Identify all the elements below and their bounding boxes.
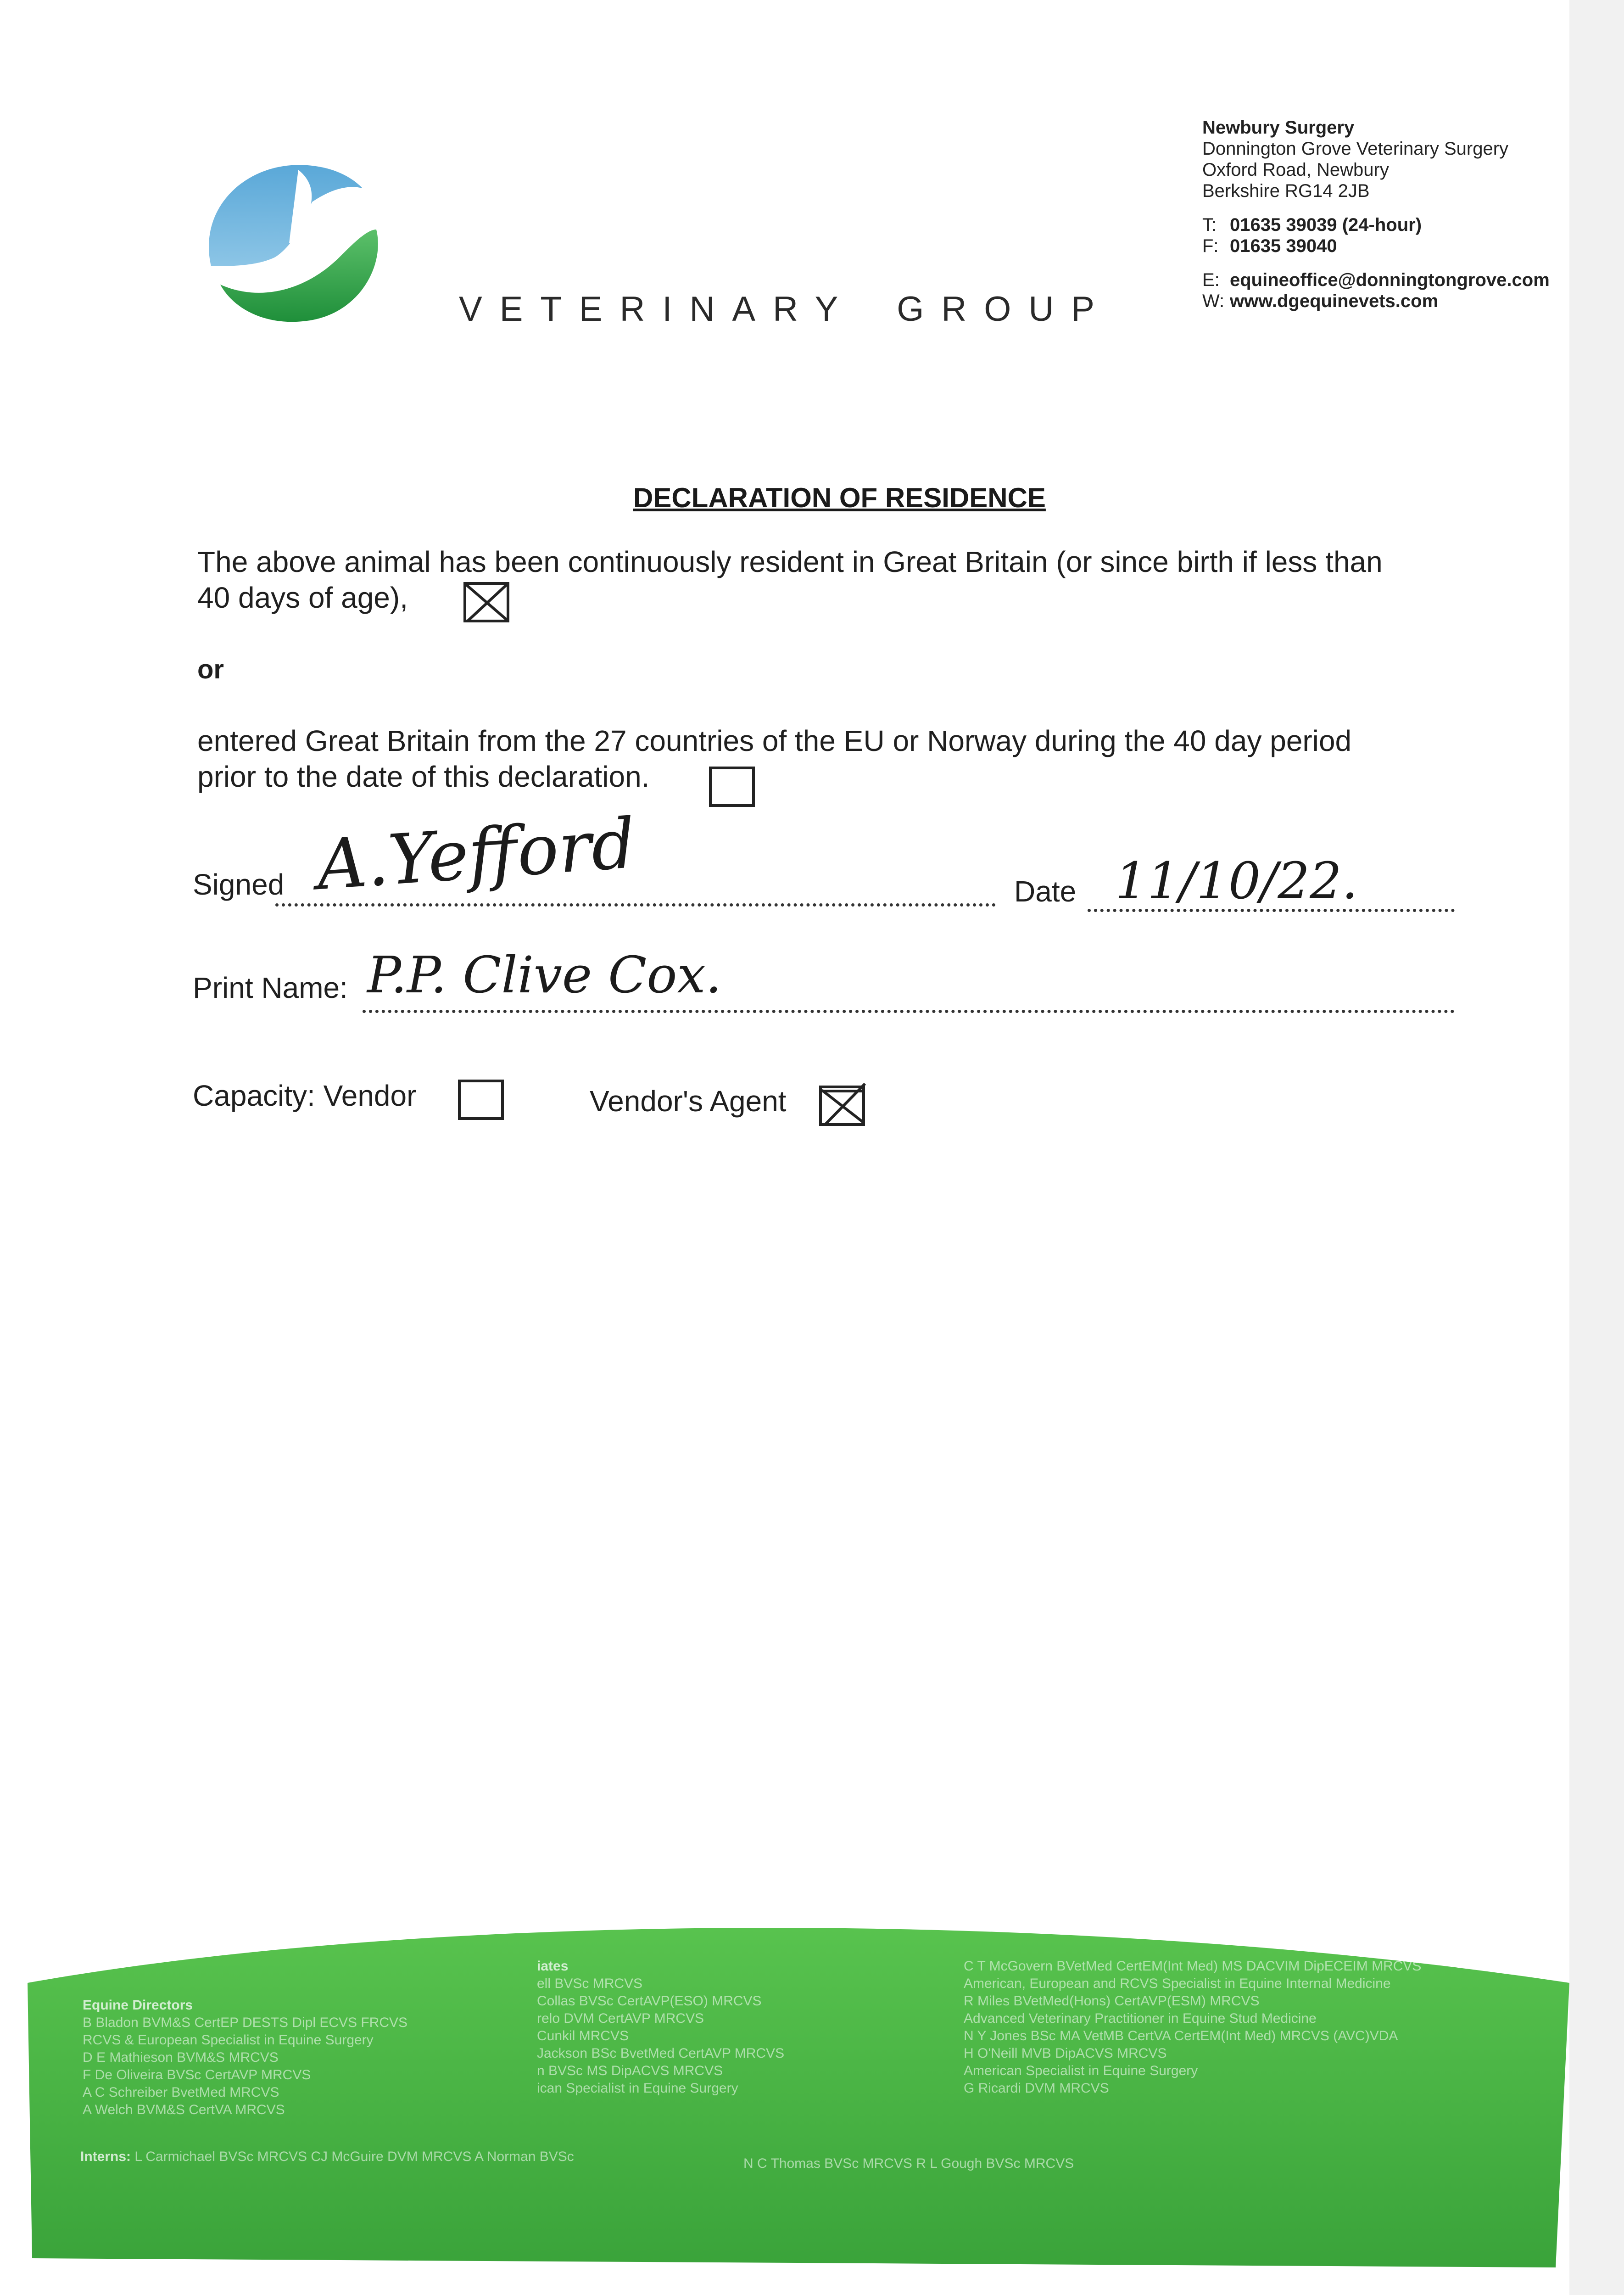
- telephone-row: [1202, 214, 1550, 235]
- fax-number: 01635 39040: [1230, 236, 1337, 256]
- interns-list-2: N C Thomas BVSc MRCVS R L Gough BVSc MRCVS: [743, 2156, 1074, 2171]
- associates-title: iates: [537, 1959, 569, 1974]
- associate-6: n BVSc MS DipACVS MRCVS: [537, 2063, 723, 2078]
- director-4: F De Oliveira BVSc CertAVP MRCVS: [83, 2067, 311, 2082]
- fax-row: [1202, 235, 1550, 257]
- director-6: A Welch BVM&S CertVA MRCVS: [83, 2102, 285, 2117]
- residence-statement-line-1: The above animal has been continuously resident in Great Britain (or since birth if less than: [197, 545, 1383, 578]
- veterinary-group-logo: [193, 151, 395, 335]
- director-2: RCVS & European Specialist in Equine Surgery: [83, 2032, 374, 2048]
- specialist-4: Advanced Veterinary Practitioner in Equine Stud Medicine: [964, 2011, 1317, 2026]
- email-row: [1202, 269, 1550, 291]
- specialist-8: G Ricardi DVM MRCVS: [964, 2081, 1109, 2096]
- print-name-line: [363, 1010, 1455, 1013]
- address-line-2: Oxford Road, Newbury: [1202, 160, 1389, 180]
- signature: A.Yefford: [314, 803, 638, 906]
- signature-line: [275, 903, 996, 907]
- associate-3: relo DVM CertAVP MRCVS: [537, 2011, 704, 2026]
- capacity-vendor-label: Capacity: Vendor: [193, 1079, 417, 1112]
- specialist-6: H O'Neill MVB DipACVS MRCVS: [964, 2046, 1167, 2061]
- telephone-number: 01635 39039 (24-hour): [1230, 215, 1422, 235]
- date-value: 11/10/22.: [1115, 851, 1358, 910]
- web-row: [1202, 291, 1550, 312]
- vendor-agent-checkbox[interactable]: [819, 1086, 865, 1126]
- interns-list: L Carmichael BVSc MRCVS CJ McGuire DVM MRCVS A Norman BVSc: [134, 2149, 574, 2164]
- address-line-3: Berkshire RG14 2JB: [1202, 181, 1370, 201]
- print-name-value: P.P. Clive Cox.: [367, 946, 722, 1004]
- associate-1: ell BVSc MRCVS: [537, 1976, 643, 1991]
- specialist-5: N Y Jones BSc MA VetMB CertVA CertEM(Int Med) MRCVS (AVC)VDA: [964, 2028, 1398, 2043]
- entry-statement-line-1: entered Great Britain from the 27 countries of the EU or Norway during the 40 day period: [197, 724, 1352, 757]
- declaration-title: DECLARATION OF RESIDENCE: [633, 482, 1046, 513]
- associate-5: Jackson BSc BvetMed CertAVP MRCVS: [537, 2046, 785, 2061]
- entry-statement-line-2: prior to the date of this declaration.: [197, 760, 650, 793]
- director-3: D E Mathieson BVM&S MRCVS: [83, 2050, 279, 2065]
- brand-word-veterinary: VETERINARY: [459, 290, 856, 329]
- interns-label: Interns:: [80, 2149, 131, 2164]
- contact-block: [1202, 117, 1550, 312]
- specialist-3: R Miles BVetMed(Hons) CertAVP(ESM) MRCVS: [964, 1993, 1260, 2009]
- print-name-label: Print Name:: [193, 971, 348, 1004]
- associate-4: Cunkil MRCVS: [537, 2028, 629, 2043]
- specialists-column: [964, 1958, 1421, 2097]
- specialist-7: American Specialist in Equine Surgery: [964, 2063, 1198, 2078]
- signed-label: Signed: [193, 868, 285, 901]
- entry-statement: [197, 723, 1528, 795]
- resident-checkbox[interactable]: [463, 582, 509, 622]
- address-line-1: Donnington Grove Veterinary Surgery: [1202, 139, 1509, 159]
- email-label: E:: [1202, 270, 1220, 290]
- web-address: www.dgequinevets.com: [1230, 291, 1439, 311]
- scan-edge: [1569, 0, 1624, 2295]
- director-1: B Bladon BVM&S CertEP DESTS Dipl ECVS FRCVS: [83, 2015, 408, 2030]
- brand-word-group: GROUP: [897, 290, 1112, 329]
- surgery-name: Newbury Surgery: [1202, 118, 1355, 138]
- fax-label: F:: [1202, 236, 1219, 256]
- cross-mark-icon: [463, 582, 509, 622]
- director-5: A C Schreiber BvetMed MRCVS: [83, 2085, 279, 2100]
- vendor-agent-label: Vendor's Agent: [590, 1085, 787, 1118]
- entered-gb-checkbox[interactable]: [709, 767, 755, 807]
- residence-statement: [197, 544, 1528, 616]
- cross-mark-icon: [819, 1086, 865, 1126]
- vendor-checkbox[interactable]: [458, 1080, 504, 1120]
- date-label: Date: [1014, 875, 1077, 908]
- specialist-2: American, European and RCVS Specialist in Equine Internal Medicine: [964, 1976, 1391, 1991]
- associates-column: [537, 1958, 784, 2097]
- web-label: W:: [1202, 291, 1225, 311]
- associate-2: Collas BVSc CertAVP(ESO) MRCVS: [537, 1993, 762, 2009]
- directors-column: [83, 1997, 407, 2119]
- directors-title: Equine Directors: [83, 1998, 193, 2013]
- brand-wordmark: [459, 289, 1153, 329]
- associate-7: ican Specialist in Equine Surgery: [537, 2081, 738, 2096]
- or-separator: or: [197, 655, 224, 684]
- email-address: equineoffice@donningtongrove.com: [1230, 270, 1550, 290]
- telephone-label: T:: [1202, 215, 1217, 235]
- interns-row: [80, 2148, 574, 2166]
- specialist-1: C T McGovern BVetMed CertEM(Int Med) MS DACVIM DipECEIM MRCVS: [964, 1959, 1422, 1974]
- residence-statement-line-2: 40 days of age),: [197, 581, 408, 614]
